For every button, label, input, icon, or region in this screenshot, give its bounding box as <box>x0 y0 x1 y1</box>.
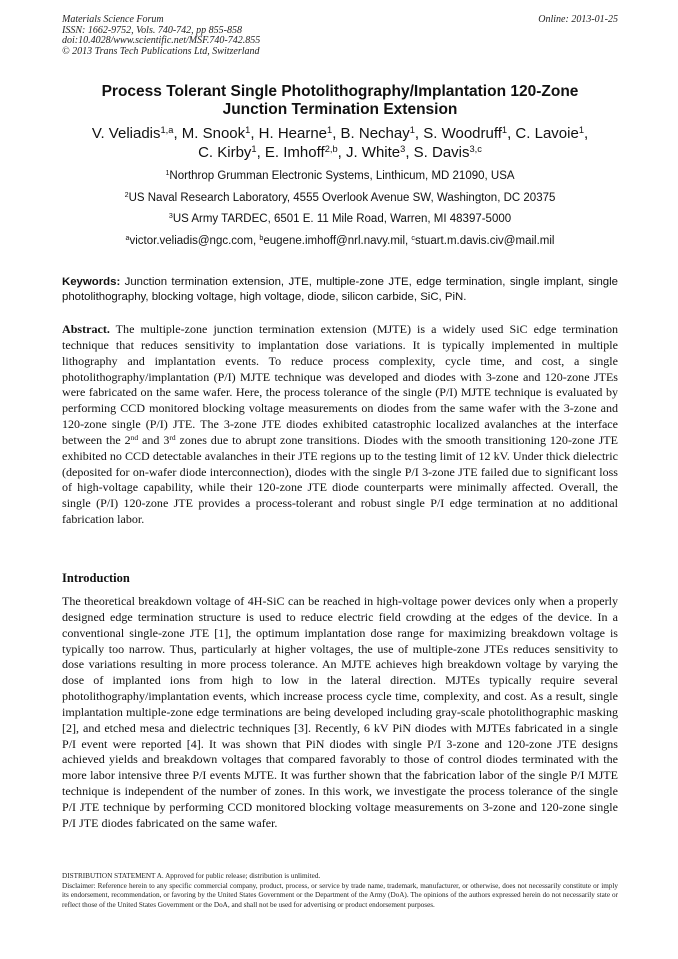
email-address: victor.veliadis@ngc.com, <box>129 235 260 247</box>
abstract-sup: nd <box>130 432 139 442</box>
author-sup: 1 <box>327 124 333 135</box>
distribution-statement: DISTRIBUTION STATEMENT A. Approved for public release; distribution is unlimited. <box>62 872 321 880</box>
keywords-text: Junction termination extension, JTE, multiple-zone JTE, edge termination, single implant, single photolithography, blocking voltage, high voltage, diode, silicon carbide, SiC, PiN. <box>62 276 618 303</box>
affiliation-marker: 3 <box>168 212 173 221</box>
affiliation-text: US Army TARDEC, 6501 E. 11 Mile Road, Warren, MI 48397-5000 <box>172 213 512 225</box>
email-marker: c <box>411 234 415 243</box>
author-list <box>62 124 618 162</box>
author-sup: 1 <box>501 124 508 135</box>
paper-title <box>62 83 618 119</box>
title-line-1: Process Tolerant Single Photolithography/Implantation 120-Zone <box>101 83 579 100</box>
author-name: , S. Davis <box>405 144 470 161</box>
author-line-2 <box>62 143 618 162</box>
doi-line: doi:10.4028/www.scientific.net/MSF.740-742.855 <box>62 35 261 47</box>
footnote-block <box>62 872 618 910</box>
author-emails <box>40 235 640 248</box>
affiliation-3 <box>40 213 640 226</box>
keywords-label: Keywords: <box>62 276 121 288</box>
email-marker: b <box>259 234 264 243</box>
keywords-block <box>62 275 618 304</box>
author-sup: 1 <box>578 124 584 135</box>
abstract-sup: rd <box>169 432 176 442</box>
author-sup: 1,a <box>160 124 174 135</box>
author-name: C. Kirby <box>198 144 252 161</box>
author-name: , E. Imhoff <box>256 144 325 161</box>
author-sup: 1 <box>245 124 251 135</box>
author-name: , B. Nechay <box>332 125 410 142</box>
abstract-text: zones due to abrupt zone transitions. Diodes with the smooth transitioning 120-zone JTE exhibited no CCD detectable avalanches in their JTE regions up to the testing limit of 12 kV. Under thick dielectric (deposited for on-wafer diode interconnection), diodes with the single P/I 3-zone JTE failed due to significant loss of high-voltage capability, while their 120-zone JTE diode counterparts were minimally affected. Overall, the single (P/I) 120-zone JTE provides a process-tolerant and robust single P/I edge termination at no additional fabrication labor. <box>62 432 618 527</box>
author-name: , M. Snook <box>173 125 246 142</box>
abstract-label: Abstract. <box>62 322 110 336</box>
journal-name: Materials Science Forum <box>62 14 164 25</box>
email-marker: a <box>125 234 130 243</box>
abstract-block <box>62 322 618 528</box>
author-separator: , <box>583 125 589 142</box>
affiliation-text: US Naval Research Laboratory, 4555 Overlook Avenue SW, Washington, DC 20375 <box>128 192 556 204</box>
affiliation-2 <box>40 192 640 205</box>
copyright-line: © 2013 Trans Tech Publications Ltd, Switzerland <box>62 45 260 57</box>
author-name: , J. White <box>337 144 401 161</box>
disclaimer: Disclaimer: Reference herein to any specific commercial company, product, process, or service by trade name, trademark, manufacturer, or otherwise, does not necessarily constitute or imply its endorsement, recommendation, or favoring by the United States Government or the Department of the Army (DoA). The opinions of the authors expressed herein do not necessarily state or reflect those of the United States Government or the DoA, and shall not be used for advertising or product endorsement purposes. <box>62 881 618 909</box>
author-sup: 2,b <box>324 143 338 154</box>
affiliation-marker: 1 <box>165 169 170 178</box>
author-sup: 1 <box>409 124 415 135</box>
email-address: eugene.imhoff@nrl.navy.mil, <box>263 235 412 247</box>
author-name: V. Veliadis <box>91 125 161 142</box>
email-address: stuart.m.davis.civ@mail.mil <box>414 235 555 247</box>
author-line-1 <box>62 124 618 143</box>
author-name: , C. Lavoie <box>507 125 579 142</box>
affiliation-marker: 2 <box>124 191 129 200</box>
author-sup: 3 <box>400 143 406 154</box>
author-name: , S. Woodruff <box>414 125 502 142</box>
author-name: , H. Hearne <box>250 125 328 142</box>
author-sup: 1 <box>251 143 257 154</box>
journal-header <box>62 15 618 57</box>
abstract-text: The multiple-zone junction termination extension (MJTE) is a widely used SiC edge termination technique that reduces sensitivity to implantation dose variations. It is typically implemented in multiple lithography and implantation events. To reduce process complexity, cycle time, and cost, a single photolithography/implantation (P/I) MJTE technique was developed and diodes with 3-zone and 120-zone JTEs were fabricated on the same wafer. Here, the process tolerance of the single (P/I) MJTE technique is evaluated by performing CCD monitored blocking voltage measurements on diodes from the same wafer with the 3-zone and 120-zone single (P/I) JTE. The 3-zone JTE diodes exhibited catastrophic localized avalanches at the interface between the 2 <box>62 322 618 447</box>
section-heading-introduction: Introduction <box>62 571 130 585</box>
introduction-paragraph: The theoretical breakdown voltage of 4H-SiC can be reached in high-voltage power devices only when a properly designed edge termination structure is used to reduce electric field crowding at the edges of the device. In a conventional single-zone JTE [1], the optimum implantation dose range for maximizing breakdown voltage is typically too narrow. Thus, particularly at higher voltages, the use of multiple-zone JTEs reduces sensitivity to dose variations resulting in more process tolerance. An MJTE achieves high breakdown voltage by varying the dose of implanted ions from high to low in the lateral direction. MJTEs typically require several photolithography/implantation events, which increase process cycle time, complexity, and cost. As a result, single implantation multiple-zone edge terminations are being developed including gray-scale photolithographic masking [2], and etched mesa and dielectric techniques [3]. Recently, 6 kV PiN diodes with MJTEs fabricated in a single P/I event were reported [4]. It was shown that PiN diodes with single P/I 3-zone and 120-zone JTE designs achieved yields and breakdown voltages that compared favorably to those of control diodes terminated with the more labor intensive three P/I events MJTE. It was further shown that the fabrication labor of the single P/I MJTE technique is independent of the number of zones. In this work, we investigate the process tolerance of the single P/I JTE technique by performing CCD monitored blocking voltage measurements on 3-zone and 120-zone single P/I JTE diodes fabricated on the same wafer. <box>62 594 618 830</box>
author-sup: 3,c <box>469 143 482 154</box>
online-date: Online: 2013-01-25 <box>538 14 618 25</box>
affiliation-1 <box>40 170 640 183</box>
abstract-text: and 3 <box>138 432 170 447</box>
title-line-2: Junction Termination Extension <box>222 101 458 118</box>
affiliation-text: Northrop Grumman Electronic Systems, Linthicum, MD 21090, USA <box>169 170 515 182</box>
issn-line: ISSN: 1662-9752, Vols. 740-742, pp 855-858 <box>62 24 242 36</box>
